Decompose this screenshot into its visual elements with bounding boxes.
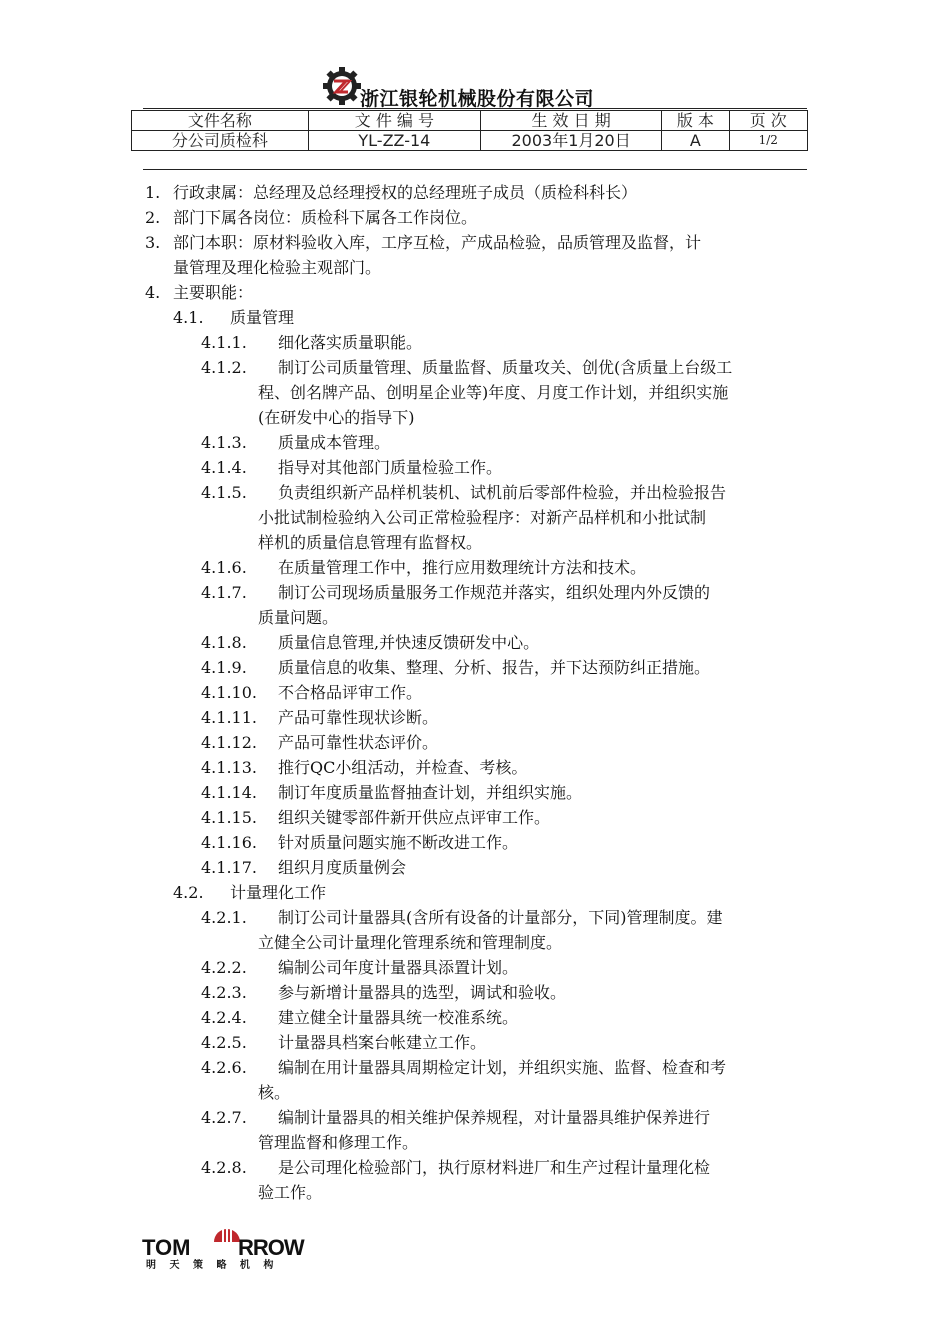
item-text: 质量信息的收集、整理、分析、报告，并下达预防纠正措施。 — [278, 658, 711, 677]
item-text: 行政隶属：总经理及总经理授权的总经理班子成员（质检科科长） — [173, 183, 638, 202]
item-text: 编制公司年度计量器具添置计划。 — [278, 958, 519, 977]
item-text: (在研发中心的指导下) — [258, 408, 415, 427]
item-text: 针对质量问题实施不断改进工作。 — [278, 833, 519, 852]
item-number: 4.1.4. — [201, 458, 247, 477]
tomorrow-sun-icon — [214, 1222, 240, 1242]
item-number: 4.1.13. — [201, 758, 257, 777]
item-text: 主要职能： — [173, 283, 254, 302]
item-number: 2. — [145, 208, 161, 227]
item-text: 建立健全计量器具统一校准系统。 — [278, 1008, 519, 1027]
item-text: 量管理及理化检验主观部门。 — [173, 258, 382, 277]
item-text: 部门本职：原材料验收入库，工序互检，产成品检验，品质管理及监督，计 — [173, 233, 702, 252]
tomorrow-subtitle: 明 天 策 略 机 构 — [146, 1260, 279, 1270]
item-number: 4.2.5. — [201, 1033, 247, 1052]
item-text: 负责组织新产品样机装机、试机前后零部件检验，并出检验报告 — [278, 483, 727, 502]
info-label-row — [132, 111, 808, 131]
label-file-name: 文件名称 — [132, 111, 309, 131]
item-number: 4.1.10. — [201, 683, 257, 702]
item-text: 质量成本管理。 — [278, 433, 391, 452]
item-number: 1. — [145, 183, 161, 202]
item-text: 制订年度质量监督抽查计划，并组织实施。 — [278, 783, 583, 802]
item-number: 4.1.6. — [201, 558, 247, 577]
item-number: 4.2.3. — [201, 983, 247, 1002]
item-text: 编制在用计量器具周期检定计划，并组织实施、监督、检查和考 — [278, 1058, 727, 1077]
item-number: 4.1.14. — [201, 783, 257, 802]
item-text: 是公司理化检验部门，执行原材料进厂和生产过程计量理化检 — [278, 1158, 711, 1177]
item-number: 4.2.7. — [201, 1108, 247, 1127]
item-number: 4.1.1. — [201, 333, 247, 352]
item-number: 4.1.9. — [201, 658, 247, 677]
item-text: 管理监督和修理工作。 — [258, 1133, 419, 1152]
company-name: 浙江银轮机械股份有限公司 — [360, 88, 595, 110]
item-number: 4.2.1. — [201, 908, 247, 927]
item-text: 不合格品评审工作。 — [278, 683, 423, 702]
value-file-number: YL-ZZ-14 — [308, 131, 480, 151]
item-text: 制订公司现场质量服务工作规范并落实，组织处理内外反馈的 — [278, 583, 711, 602]
document-info-table — [131, 110, 808, 151]
item-number: 4.1.11. — [201, 708, 257, 727]
item-text: 组织关键零部件新开供应点评审工作。 — [278, 808, 551, 827]
item-text: 立健全公司计量理化管理系统和管理制度。 — [258, 933, 563, 952]
info-value-row — [132, 131, 808, 151]
item-number: 4.1.15. — [201, 808, 257, 827]
item-number: 4.1.17. — [201, 858, 257, 877]
item-text: 质量问题。 — [258, 608, 339, 627]
item-text: 产品可靠性状态评价。 — [278, 733, 439, 752]
item-text: 组织月度质量例会 — [278, 858, 407, 877]
item-text: 制订公司质量管理、质量监督、质量攻关、创优(含质量上台级工 — [278, 358, 733, 377]
item-number: 4.1.7. — [201, 583, 247, 602]
value-version: A — [662, 131, 729, 151]
item-number: 4.1. — [173, 308, 204, 327]
item-text: 质量管理 — [230, 308, 295, 327]
item-number: 4.1.2. — [201, 358, 247, 377]
item-text: 编制计量器具的相关维护保养规程，对计量器具维护保养进行 — [278, 1108, 711, 1127]
label-file-number: 文 件 编 号 — [308, 111, 480, 131]
tomorrow-word-right: RROW — [238, 1235, 304, 1260]
label-version: 版 本 — [662, 111, 729, 131]
item-text: 产品可靠性现状诊断。 — [278, 708, 439, 727]
label-effective-date: 生 效 日 期 — [481, 111, 662, 131]
tomorrow-word-left: TOM — [142, 1235, 191, 1260]
company-gear-logo-icon — [322, 66, 362, 106]
item-text: 核。 — [258, 1083, 291, 1102]
item-number: 4.2.8. — [201, 1158, 247, 1177]
value-page: 1/2 — [729, 131, 807, 151]
label-page: 页 次 — [729, 111, 807, 131]
item-text: 部门下属各岗位：质检科下属各工作岗位。 — [173, 208, 478, 227]
item-number: 4.2.2. — [201, 958, 247, 977]
item-number: 4.2. — [173, 883, 204, 902]
item-number: 3. — [145, 233, 161, 252]
table-divider — [143, 169, 807, 170]
item-text: 程、创名牌产品、创明星企业等)年度、月度工作计划，并组织实施 — [258, 383, 729, 402]
item-number: 4.1.3. — [201, 433, 247, 452]
document-header — [0, 66, 950, 110]
item-text: 制订公司计量器具(含所有设备的计量部分，下同)管理制度。建 — [278, 908, 723, 927]
item-text: 计量器具档案台帐建立工作。 — [278, 1033, 487, 1052]
item-text: 细化落实质量职能。 — [278, 333, 423, 352]
item-text: 样机的质量信息管理有监督权。 — [258, 533, 483, 552]
item-text: 小批试制检验纳入公司正常检验程序：对新产品样机和小批试制 — [258, 508, 707, 527]
item-text: 验工作。 — [258, 1183, 323, 1202]
value-effective-date: 2003年1月20日 — [481, 131, 662, 151]
item-text: 计量理化工作 — [230, 883, 327, 902]
item-text: 推行QC小组活动，并检查、考核。 — [278, 758, 528, 777]
item-text: 参与新增计量器具的选型，调试和验收。 — [278, 983, 567, 1002]
item-text: 在质量管理工作中，推行应用数理统计方法和技术。 — [278, 558, 647, 577]
header-divider — [143, 108, 807, 109]
item-number: 4.2.4. — [201, 1008, 247, 1027]
item-number: 4.1.12. — [201, 733, 257, 752]
item-number: 4.1.8. — [201, 633, 247, 652]
item-number: 4.1.5. — [201, 483, 247, 502]
item-number: 4. — [145, 283, 161, 302]
value-file-name: 分公司质检科 — [132, 131, 309, 151]
item-text: 质量信息管理,并快速反馈研发中心。 — [278, 633, 540, 652]
item-number: 4.2.6. — [201, 1058, 247, 1077]
item-number: 4.1.16. — [201, 833, 257, 852]
item-text: 指导对其他部门质量检验工作。 — [278, 458, 503, 477]
tomorrow-logo — [142, 1210, 307, 1270]
